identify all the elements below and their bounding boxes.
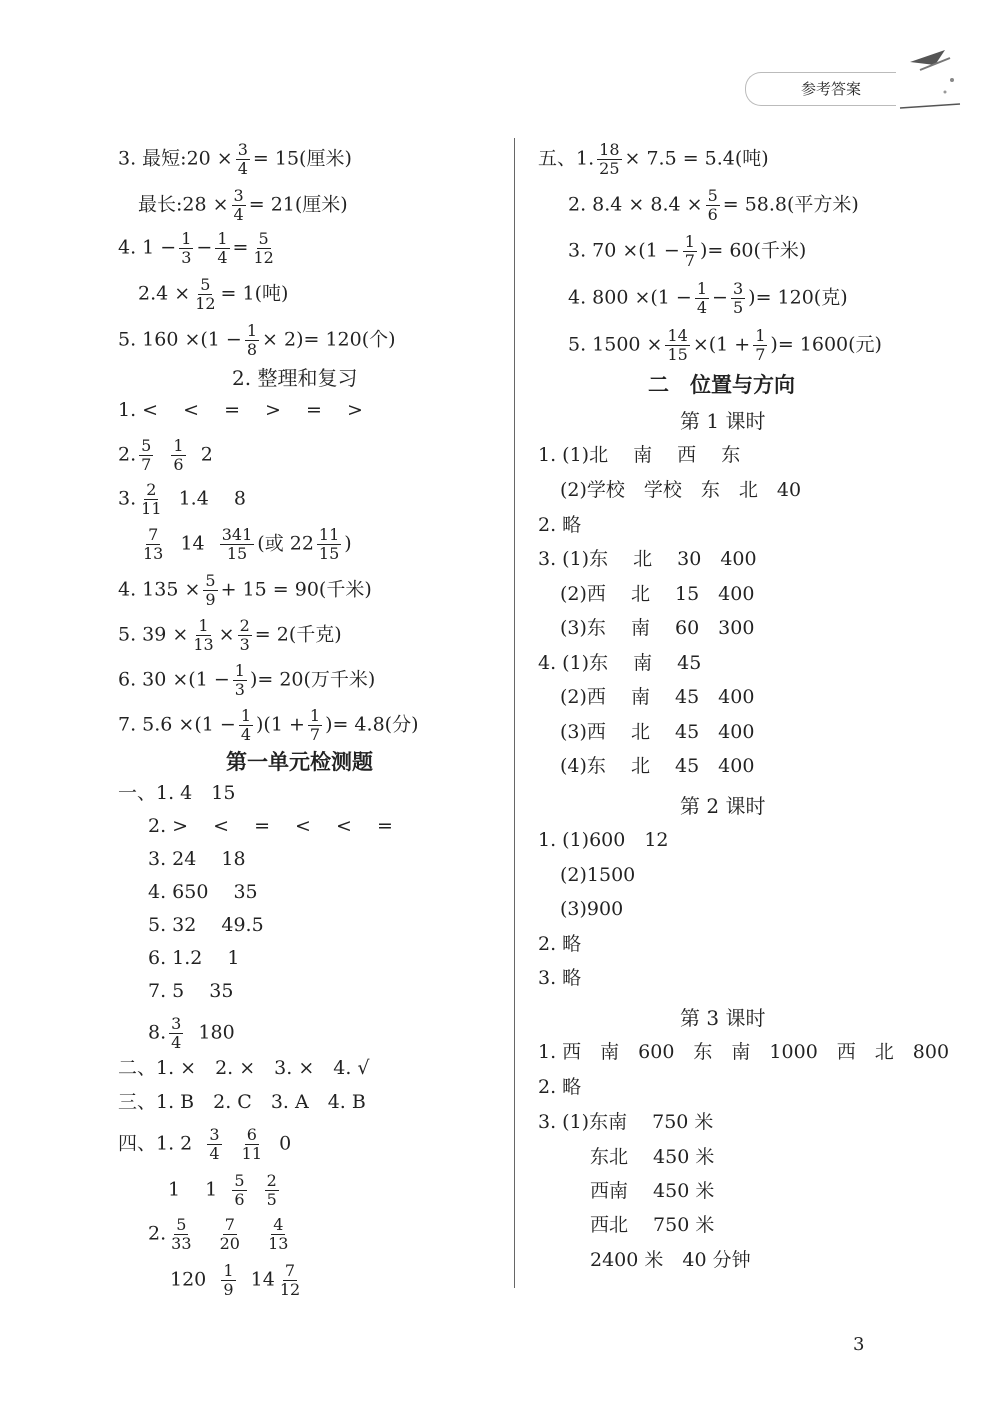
- answer-line: 1. < < = > = >: [118, 399, 363, 421]
- answer-line: (4)东 北 45 400: [560, 755, 755, 777]
- answer-line: 4. 135 × $\frac{5}{9}$ + 15 = 90(千米): [118, 571, 372, 609]
- answer-line: 2400 米 40 分钟: [590, 1249, 751, 1271]
- answer-line: 3. 70 ×(1 − $\frac{1}{7}$ )= 60(千米): [568, 232, 807, 270]
- answer-line: 8. $\frac{3}{4}$ 180: [148, 1014, 235, 1052]
- answer-line: 3. (1)东 北 30 400: [538, 548, 757, 570]
- answer-line: 3. 24 18: [148, 848, 246, 870]
- answer-line: (3)西 北 45 400: [560, 721, 755, 743]
- answer-line: (2)1500: [560, 864, 636, 886]
- answer-line: $\frac{7}{13}$ 14 $\frac{341}{15}$ (或 22 $\frac{11}{15}$ ): [143, 525, 352, 563]
- answer-line: 四、1. 2 $\frac{3}{4}$ $\frac{6}{11}$ 0: [118, 1125, 292, 1163]
- section-heading: 2. 整理和复习: [232, 366, 358, 390]
- section-heading: 第一单元检测题: [226, 750, 373, 774]
- answer-line: 2. 略: [538, 514, 582, 536]
- answer-line: 4. 1 − $\frac{1}{3}$ − $\frac{1}{4}$ = $\frac{5}{12}$: [118, 229, 274, 267]
- column-divider: [514, 138, 515, 1288]
- answer-line: 2. 略: [538, 1076, 582, 1098]
- answer-line: 2. $\frac{5}{7}$ $\frac{1}{6}$ 2: [118, 436, 213, 474]
- answer-line: (3)900: [560, 898, 624, 920]
- page-number: 3: [853, 1334, 865, 1355]
- answer-line: 5. 32 49.5: [148, 914, 264, 936]
- answer-line: 最长:28 × $\frac{3}{4}$ = 21(厘米): [138, 186, 348, 224]
- section-heading: 二 位置与方向: [648, 373, 795, 397]
- answer-line: 7. 5.6 ×(1 − $\frac{1}{4}$ )(1 + $\frac{1}{7}$ )= 4.8(分): [118, 706, 419, 744]
- answer-line: 二、1. × 2. × 3. × 4. √: [118, 1057, 370, 1079]
- answer-line: 5. 1500 × $\frac{14}{15}$ ×(1 + $\frac{1}{7}$ )= 1600(元): [568, 326, 882, 364]
- answer-line: 4. 650 35: [148, 881, 258, 903]
- answer-line: 120 $\frac{1}{9}$ 14 $\frac{7}{12}$: [170, 1261, 301, 1299]
- answer-line: (2)西 北 15 400: [560, 583, 755, 605]
- answer-line: (3)东 南 60 300: [560, 617, 755, 639]
- answer-line: 一、1. 4 15: [118, 782, 236, 804]
- answer-line: 1. 西 南 600 东 南 1000 西 北 800: [538, 1041, 950, 1063]
- answer-line: 东北 450 米: [590, 1146, 715, 1168]
- answer-line: 1. (1)北 南 西 东: [538, 444, 741, 466]
- answer-line: 2. 8.4 × 8.4 × $\frac{5}{6}$ = 58.8(平方米): [568, 186, 859, 224]
- answer-line: 4. 800 ×(1 − $\frac{1}{4}$ − $\frac{3}{5}$ )= 120(克): [568, 279, 848, 317]
- lesson-heading: 第 2 课时: [680, 794, 766, 818]
- answer-line: (2)西 南 45 400: [560, 686, 755, 708]
- answer-line: 五、1. $\frac{18}{25}$ × 7.5 = 5.4(吨): [538, 140, 769, 178]
- lesson-heading: 第 1 课时: [680, 409, 766, 433]
- answer-line: 2.4 × $\frac{5}{12}$ = 1(吨): [138, 275, 289, 313]
- answer-line: 4. (1)东 南 45: [538, 652, 702, 674]
- answer-line: 5. 39 × $\frac{1}{13}$ × $\frac{2}{3}$ = 2(千克): [118, 616, 342, 654]
- answer-line: 7. 5 35: [148, 980, 234, 1002]
- answer-line: 6. 30 ×(1 − $\frac{1}{3}$ )= 20(万千米): [118, 661, 376, 699]
- decorative-leaf-icon: [890, 40, 970, 120]
- answer-line: 6. 1.2 1: [148, 947, 240, 969]
- answer-line: 1 1 $\frac{5}{6}$ $\frac{2}{5}$: [168, 1171, 277, 1209]
- answer-line: (2)学校 学校 东 北 40: [560, 479, 802, 501]
- answer-line: 5. 160 ×(1 − $\frac{1}{8}$ × 2)= 120(个): [118, 321, 396, 359]
- answer-line: 西南 450 米: [590, 1180, 715, 1202]
- answer-line: 1. (1)600 12: [538, 829, 669, 851]
- lesson-heading: 第 3 课时: [680, 1006, 766, 1030]
- answer-line: 三、1. B 2. C 3. A 4. B: [118, 1091, 366, 1113]
- answer-line: 3. 最短:20 × $\frac{3}{4}$ = 15(厘米): [118, 140, 352, 178]
- answer-line: 3. 略: [538, 967, 582, 989]
- answer-line: 2. $\frac{5}{33}$ $\frac{7}{20}$ $\frac{4}{13}$: [148, 1215, 289, 1253]
- answer-line: 西北 750 米: [590, 1214, 715, 1236]
- answer-line: 3. $\frac{2}{11}$ 1.4 8: [118, 480, 246, 518]
- answer-line: 2. 略: [538, 933, 582, 955]
- answer-line: 2. > < = < < =: [148, 815, 393, 837]
- header-tab-label: 参考答案: [801, 80, 862, 98]
- answer-line: 3. (1)东南 750 米: [538, 1111, 714, 1133]
